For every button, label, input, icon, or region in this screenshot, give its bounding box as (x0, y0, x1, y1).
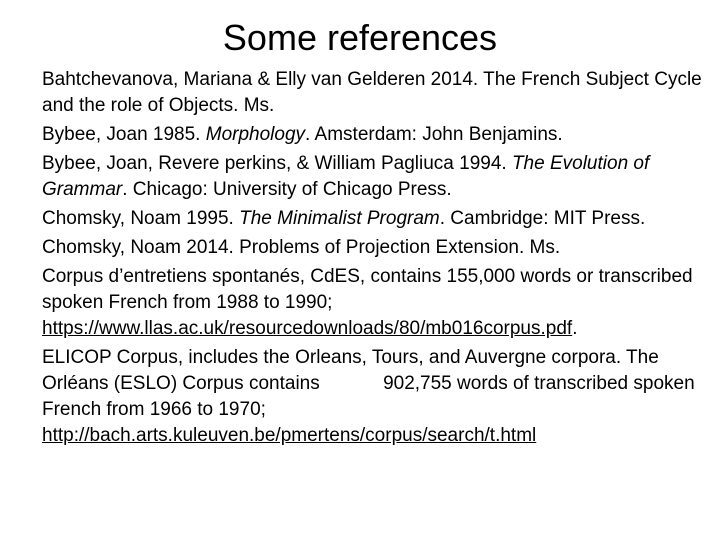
reference-title-italic: The Minimalist Program (239, 208, 440, 229)
slide-title: Some references (222, 17, 498, 58)
reference-text: . (572, 318, 578, 339)
reference-bybee-1985 (42, 122, 702, 148)
reference-text: Bahtchevanova, Mariana & Elly van Gelderen 2014. The French Subject Cycle and the role of Objects. Ms. (42, 69, 708, 116)
reference-elicop-corpus (42, 345, 702, 449)
reference-title-italic: The Evolution of Grammar (42, 153, 650, 200)
reference-text: . Amsterdam: John Benjamins. (305, 124, 563, 145)
reference-text: . Cambridge: MIT Press. (439, 208, 646, 229)
reference-cdes-corpus (42, 264, 702, 342)
reference-text: Bybee, Joan 1985. (42, 124, 206, 145)
elicop-corpus-link[interactable]: http://bach.arts.kuleuven.be/pmertens/corpus/search/t.html (42, 425, 537, 446)
reference-text: Chomsky, Noam 1995. (42, 208, 240, 229)
reference-list (42, 67, 708, 452)
reference-text: Chomsky, Noam 2014. Problems of Projection Extension. Ms. (42, 237, 561, 258)
reference-text: Corpus d’entretiens spontanés, CdES, contains 155,000 words or transcribed spoken French from 1988 to 1990; (42, 266, 698, 313)
reference-bybee-1994 (42, 151, 702, 203)
reference-title-italic: Morphology (205, 124, 306, 145)
reference-chomsky-2014 (42, 235, 702, 261)
reference-chomsky-1995 (42, 206, 702, 232)
reference-bahtchevanova-2014 (42, 67, 708, 119)
reference-text: ELICOP Corpus, includes the Orleans, Tours, and Auvergne corpora. The Orléans (ESLO) Corpus contains 902,755 words of transcribed spoken French from 1966 to 1970; (42, 347, 700, 420)
reference-text: . Chicago: University of Chicago Press. (122, 179, 452, 200)
cdes-corpus-link[interactable]: https://www.llas.ac.uk/resourcedownloads/80/mb016corpus.pdf (42, 318, 573, 339)
reference-text: Bybee, Joan, Revere perkins, & William Pagliuca 1994. (42, 153, 512, 174)
